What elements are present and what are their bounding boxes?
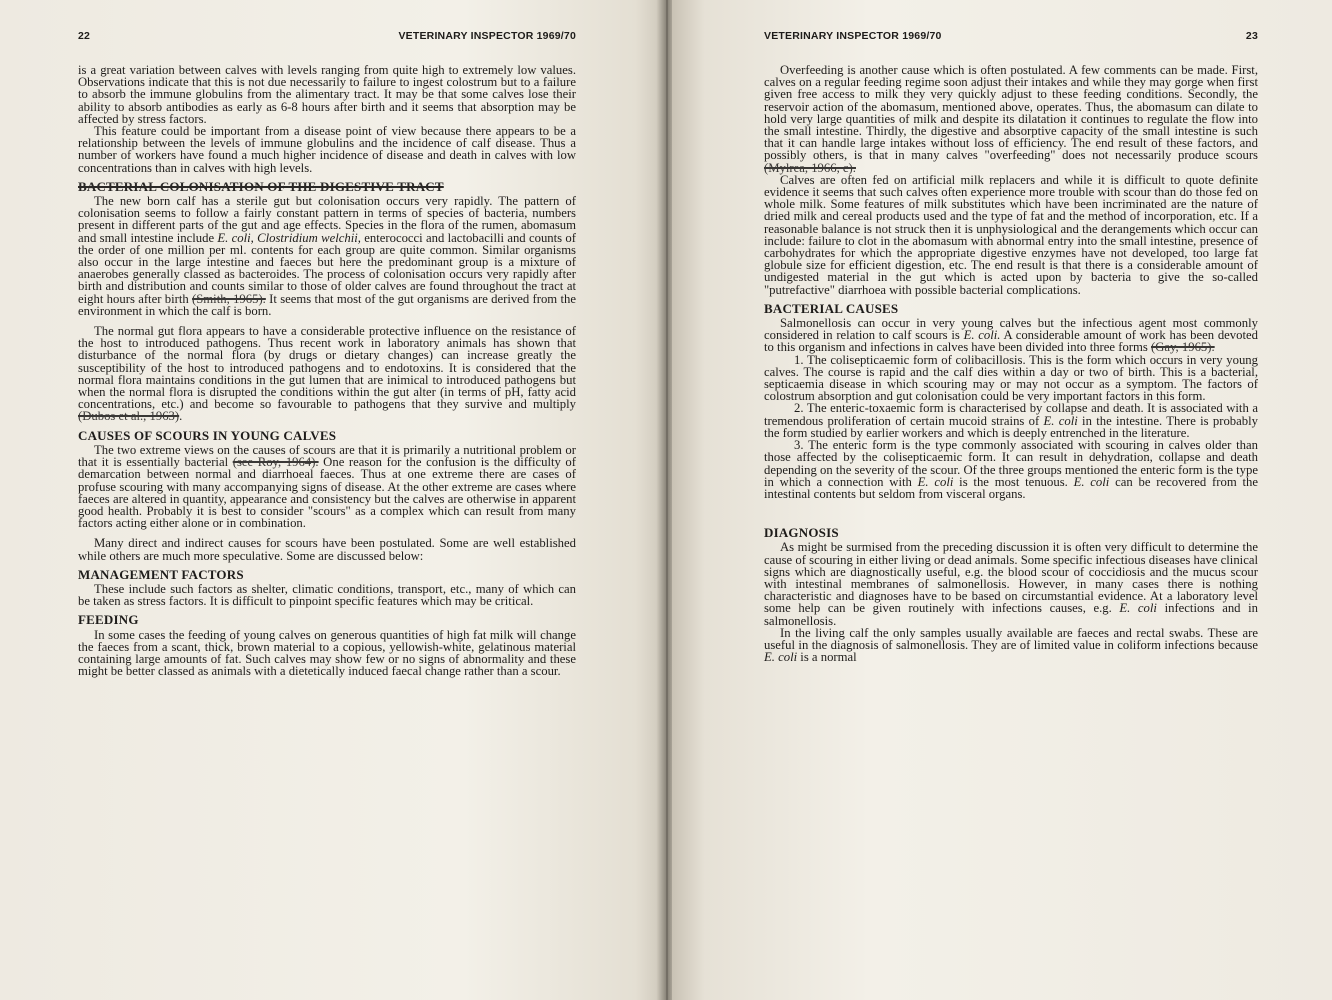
list-item: 2. The enteric-toxaemic form is characterised by collapse and death. It is associated with a tremendous proliferation of certain mucoid strains of E. coli in the intestine. There is probably the form studied by earlier workers and which is deeply entrenched in the literature.: [764, 401, 1258, 440]
page-number-right: 23: [1245, 30, 1258, 42]
list-item: 1. The colisepticaemic form of colibacillosis. This is the form which occurs in very young calves. The course is rapid and the calf dies within a day or two of birth. This is a bacterial, septicaemia disease in which scouring may or may not occur as a symptom. The factors of colostrum absorption and gut colonisation could be very important factors in this form.: [764, 352, 1258, 404]
species-name: E. coli.: [963, 328, 1001, 343]
paragraph: The new born calf has a sterile gut but colonisation occurs very rapidly. The pattern of colonisation seems to follow a fairly constant pattern in terms of species of bacteria, numbers present in different parts of the gut and age effects. Species in the flora of the rumen, abomasum and small intestine include E. coli, Clostridium welchii, enterococci and lactobacilli and counts of the order of one million per ml. contents for each group are quite common. Similar organisms also occur in the large intestine and faeces but here the predominant group is a mixture of anaerobes generally classed as bacteroides. The process of colonisation occurs very rapidly after birth and distribution and counts similar to those of older calves are found throughout the tract at eight hours after birth (Smith, 1965). It seems that most of the gut organisms are derived from the environment in which the calf is born.: [78, 194, 576, 318]
paragraph: Salmonellosis can occur in very young calves but the infectious agent most commonly considered in relation to calf scours is E. coli. A considerable amount of work has been devoted to this organism and infections in calves have been divided into three forms (Gay, 1965).: [764, 316, 1258, 355]
section-heading-diagnosis: DIAGNOSIS: [764, 525, 839, 541]
struck-citation: (see Roy, 1964).: [232, 455, 319, 470]
page-number-left: 22: [78, 30, 91, 42]
paragraph: In the living calf the only samples usually available are faeces and rectal swabs. These are useful in the diagnosis of salmonellosis. They are of limited value in coliform infections because E. coli is a normal: [764, 625, 1258, 665]
paragraph: is a great variation between calves with levels ranging from quite high to extremely low values. Observations indicate that this is not due necessarily to failure to ingest colostrum but to a failure to absorb the immune globulins from the alimentary tract. It may be that some calves lose their ability to absorb antibodies as early as 6-8 hours after birth and it seems that absorption may be affected by stress factors.: [78, 63, 576, 126]
species-name: E. coli, Clostridium welchii,: [217, 230, 361, 245]
paragraph: In some cases the feeding of young calves on generous quantities of high fat milk will change the faeces from a scant, thick, brown material to a copious, yellowish-white, gelatinous material containing large amounts of fat. Such calves may show few or no signs of abnormality and these might be better classed as animals with a dietetically induced faecal change rather than a scour.: [78, 627, 576, 679]
journal-title-right: VETERINARY INSPECTOR 1969/70: [764, 30, 942, 42]
paragraph: Calves are often fed on artificial milk replacers and while it is difficult to quote definite evidence it seems that such calves often experience more trouble with scour than do those fed on whole milk. Some features of milk substitutes which have been incriminated are the nature of dried milk and cereal products used and the type of fat and the method of incorporation, etc. If a reasonable balance is not struck then it is unphysiological and the derangements which occur can include: failure to clot in the abomasum with abnormal entry into the small intestine, presence of carbohydrates for which the appropriate digestive enzymes have not developed, too large fat globule size for efficient digestion, etc. The end result is that there is a considerable amount of undigested material in the gut which is acted upon by bacteria to give the so-called "putrefactive" diarrhoea with possible bacterial complications.: [764, 172, 1258, 297]
left-body: [78, 64, 576, 677]
species-name: E. coli: [1119, 601, 1157, 616]
species-name: E. coli: [1073, 474, 1110, 489]
paragraph: The two extreme views on the causes of scours are that it is primarily a nutritional problem or that it is essentially bacterial (see Roy, 1964). One reason for the confusion is the difficulty of demarcation between normal and diarrhoeal faeces. Thus at one extreme there are cases of profuse scouring with many accompanying signs of disease. At the other extreme are cases where faeces are altered in quantity, appearance and consistency but the calves are otherwise in apparent good health. Probably it is best to consider "scours" as a complex which can result from many factors acting either alone or in combination.: [78, 442, 576, 531]
section-heading-colonisation: BACTERIAL COLONISATION OF THE DIGESTIVE TRACT: [78, 178, 444, 194]
left-page: [0, 0, 662, 1000]
journal-title-left: VETERINARY INSPECTOR 1969/70: [398, 30, 576, 42]
struck-citation: (Dubos et al., 1963): [78, 409, 180, 424]
right-page: [672, 0, 1332, 1000]
section-heading-bacterial: BACTERIAL CAUSES: [764, 300, 899, 316]
paragraph: Overfeeding is another cause which is often postulated. A few comments can be made. First, calves on a regular feeding regime soon adjust their intakes and while they may gorge when first given free access to milk they very quickly adjust to these feeding conditions. Secondly, the reservoir action of the abomasum, mentioned above, operates. Thus, the abomasum can dilate to hold very large quantities of milk and despite its dilatation it continues to regulate the flow into the small intestine. Thirdly, the digestive and absorptive capacity of the small intestine is such that it can handle large intakes without loss of efficiency. The end result of these factors, and possibly others, is that in many calves "overfeeding" does not necessarily produce scours (Mylrea, 1966, c).: [764, 63, 1258, 175]
species-name: E. coli: [1043, 413, 1078, 428]
paragraph: Many direct and indirect causes for scours have been postulated. Some are well established while others are much more speculative. Some are discussed below:: [78, 536, 576, 563]
section-heading-management: MANAGEMENT FACTORS: [78, 566, 244, 582]
running-head-right: [764, 30, 1258, 46]
section-heading-causes: CAUSES OF SCOURS IN YOUNG CALVES: [78, 427, 337, 443]
struck-citation: (Gay, 1965).: [1151, 340, 1215, 355]
species-name: E. coli: [764, 650, 798, 665]
paragraph: The normal gut flora appears to have a considerable protective influence on the resistance of the host to introduced pathogens. Thus recent work in laboratory animals has shown that disturbance of the normal flora (by drugs or dietary changes) can increase greatly the susceptibility of the host to introduced pathogens and to endotoxins. It is considered that the normal flora maintains conditions in the gut lumen that are inimical to introduced pathogens but when the normal flora is disrupted the conditions within the gut alter (in terms of pH, fatty acid concentrations, etc.) and become so favourable to pathogens that they survive and multiply (Dubos et al., 1963).: [78, 324, 576, 424]
struck-citation: (Smith, 1965).: [192, 291, 266, 306]
right-body: [764, 64, 1258, 663]
list-item: 3. The enteric form is the type commonly associated with scouring in calves older than those affected by the colisepticaemic form. It can result in dehydration, collapse and death depending on the severity of the scour. Of the three groups mentioned the enteric form is the type in which a connection with E. coli is the most tenuous. E. coli can be recovered from the intestinal contents but seldom from visceral organs.: [764, 438, 1258, 501]
paragraph: As might be surmised from the preceding discussion it is often very difficult to determine the cause of scouring in either living or dead animals. Some specific infectious diseases have clinical signs which are diagnostically useful, e.g. the blood scour of coccidiosis and the mucus scour with intestinal membranes of salmonellosis. However, in many cases there is nothing characteristic and diagnoses have to be based on circumstantial evidence. At a laboratory level some help can be given routinely with infections causes, e.g. E. coli infections and in salmonellosis.: [764, 540, 1258, 628]
section-spacer: [764, 500, 1258, 520]
paragraph: This feature could be important from a disease point of view because there appears to be a relationship between the levels of immune globulins and the incidence of calf disease. Thus a number of workers have found a much higher incidence of disease and death in calves with low concentrations than in calves with high levels.: [78, 124, 576, 175]
species-name: E. coli: [917, 474, 954, 489]
paragraph: These include such factors as shelter, climatic conditions, transport, etc., many of which can be taken as stress factors. It is difficult to pinpoint specific features which may be critical.: [78, 581, 576, 609]
running-head-left: [78, 30, 576, 46]
struck-citation: (Mylrea, 1966, c).: [764, 160, 856, 175]
section-heading-feeding: FEEDING: [78, 612, 139, 628]
